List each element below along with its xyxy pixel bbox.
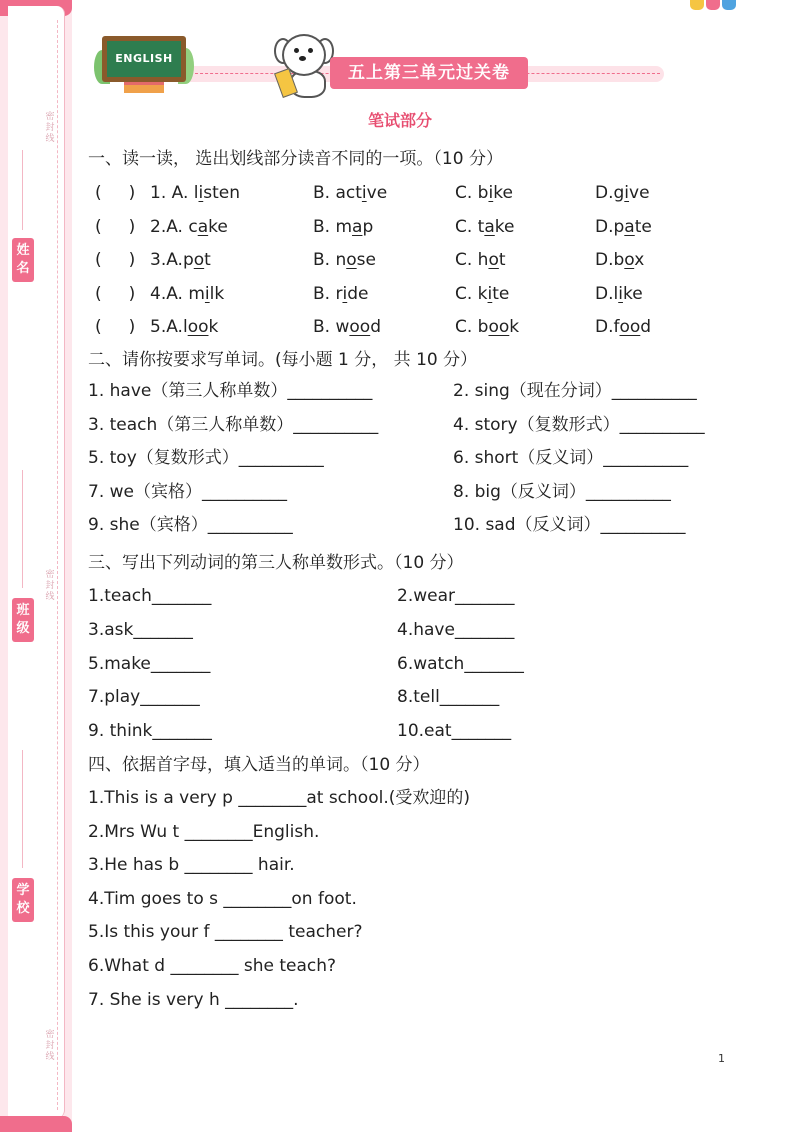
option-underlined-letters: a (197, 216, 209, 237)
option-text-suffix: ke (622, 283, 643, 304)
option-text-prefix: B. m (313, 216, 353, 237)
option-c (455, 249, 506, 271)
seal-text: 密封线 (45, 112, 55, 144)
option-d (595, 249, 644, 271)
option-text-suffix: k (208, 317, 219, 337)
option-c (455, 216, 514, 238)
option-a (150, 316, 218, 338)
chalkboard-illustration (94, 30, 194, 90)
option-text-prefix: D.p (595, 216, 625, 237)
part4-item: 1.This is a very p ________at school.(受欢迎的) (88, 788, 470, 808)
option-text-suffix: se (356, 250, 376, 270)
option-underlined-letters: i (618, 283, 623, 304)
part2-item: 2. sing（现在分词）__________ (453, 381, 697, 401)
option-underlined-letters: i (487, 283, 493, 304)
option-underlined-letters: i (624, 183, 630, 203)
option-underlined-letters: oo (619, 317, 641, 337)
option-a (150, 182, 240, 204)
part4-item: 6.What d ________ she teach? (88, 956, 337, 976)
option-text-suffix: te (634, 216, 652, 237)
part4-item: 5.Is this your f ________ teacher? (88, 922, 363, 943)
option-text-prefix: 4.A. m (150, 283, 205, 304)
option-underlined-letters: o (488, 250, 499, 270)
option-underlined-letters: i (204, 283, 210, 304)
books-icon (124, 82, 164, 93)
option-text-prefix: C. b (455, 183, 489, 203)
option-text-prefix: C. k (455, 283, 488, 304)
option-underlined-letters: o (346, 250, 357, 270)
option-underlined-letters: oo (488, 317, 510, 337)
option-text-suffix: ve (366, 183, 388, 203)
option-underlined-letters: i (361, 183, 367, 203)
part3-item: 6.watch_______ (397, 653, 524, 674)
part4-item: 7. She is very h ________. (88, 989, 299, 1010)
option-text-suffix: t (498, 250, 506, 270)
option-text-prefix: 1. A. l (150, 183, 199, 203)
dog-mascot-icon (270, 30, 332, 96)
option-underlined-letters: oo (349, 317, 371, 337)
option-text-suffix: k (509, 317, 520, 337)
option-c (455, 182, 513, 204)
option-underlined-letters: i (342, 283, 348, 304)
option-text-suffix: ke (208, 216, 228, 237)
option-b (313, 216, 373, 238)
option-underlined-letters: o (193, 250, 205, 270)
page-number: 1 (718, 1052, 725, 1065)
part2-item: 6. short（反义词）__________ (453, 448, 689, 468)
part4-item: 4.Tim goes to s ________on foot. (88, 888, 357, 909)
answer-bracket: ( ) (95, 317, 136, 337)
option-b (313, 283, 368, 305)
option-text-suffix: ke (493, 183, 513, 203)
seal-text: 密封线 (45, 570, 55, 602)
part4-item: 2.Mrs Wu t ________English. (88, 821, 320, 842)
option-text-prefix: 2.A. c (150, 216, 198, 237)
part3-item: 10.eat_______ (397, 721, 512, 742)
part3-item: 2.wear_______ (397, 586, 515, 606)
school-write-line (22, 750, 23, 868)
left-margin-strip (0, 0, 72, 1132)
option-underlined-letters: i (198, 183, 204, 203)
option-text-suffix: lk (209, 283, 225, 304)
option-underlined-letters: a (352, 216, 363, 237)
label-name: 姓名 (12, 238, 34, 282)
part2-item: 3. teach（第三人称单数）__________ (88, 414, 379, 435)
option-text-prefix: D.l (595, 283, 619, 304)
option-text-suffix: d (640, 317, 652, 337)
option-text-prefix: B. r (313, 283, 343, 304)
option-a (150, 216, 228, 238)
answer-bracket: ( ) (95, 250, 136, 270)
option-text-suffix: te (492, 283, 510, 304)
option-text-prefix: C. t (455, 216, 485, 237)
option-text-suffix: ve (629, 183, 650, 203)
option-underlined-letters: i (488, 183, 494, 203)
part1-title: 一、读一读， 选出划线部分读音不同的一项。（10 分） (88, 149, 503, 169)
option-text-prefix: C. b (455, 317, 489, 337)
option-underlined-letters: o (624, 250, 635, 270)
part4-item: 3.He has b ________ hair. (88, 855, 295, 876)
answer-bracket: ( ) (95, 216, 136, 237)
part2-item: 8. big（反义词）__________ (453, 481, 671, 502)
option-underlined-letters: oo (187, 317, 209, 337)
part2-title: 二、请你按要求写单词。(每小题 1 分， 共 10 分） (88, 350, 478, 370)
part2-item: 1. have（第三人称单数）__________ (88, 381, 373, 401)
board-text: ENGLISH (107, 41, 181, 77)
option-text-suffix: d (370, 317, 381, 337)
option-text-suffix: sten (203, 183, 240, 203)
part3-item: 5.make_______ (88, 653, 211, 674)
option-text-prefix: D.b (595, 250, 625, 270)
option-d (595, 182, 650, 204)
brand-logo (690, 0, 750, 12)
option-text-suffix: de (347, 283, 369, 304)
option-text-prefix: B. w (313, 317, 350, 337)
option-text-suffix: x (634, 250, 645, 270)
label-class: 班级 (12, 598, 34, 642)
option-c (455, 283, 509, 305)
option-c (455, 316, 519, 338)
part2-item: 4. story（复数形式）__________ (453, 414, 705, 435)
answer-bracket: ( ) (95, 183, 136, 203)
seal-dashed-line (57, 20, 58, 1110)
option-b (313, 182, 387, 204)
part3-item: 8.tell_______ (397, 687, 500, 708)
part2-item: 5. toy（复数形式）__________ (88, 448, 324, 468)
option-b (313, 249, 376, 271)
answer-bracket: ( ) (95, 283, 136, 304)
part2-item: 7. we（宾格）__________ (88, 481, 287, 502)
option-text-prefix: C. h (455, 250, 489, 270)
option-text-suffix: p (362, 216, 374, 237)
option-d (595, 283, 643, 305)
part3-item: 9. think_______ (88, 721, 212, 742)
option-text-suffix: ke (494, 216, 515, 237)
name-write-line (22, 150, 23, 230)
seal-text: 密封线 (45, 1030, 55, 1062)
option-d (595, 216, 652, 238)
section-title: 笔试部分 (367, 111, 432, 130)
part2-item: 10. sad（反义词）__________ (453, 515, 686, 535)
class-write-line (22, 470, 23, 588)
option-text-prefix: 3.A.p (150, 250, 194, 270)
strip-bottom-tab (0, 1116, 72, 1132)
part2-item: 9. she（宾格）__________ (88, 515, 293, 535)
option-a (150, 283, 224, 305)
option-underlined-letters: a (624, 216, 635, 237)
option-underlined-letters: a (484, 216, 495, 237)
part3-item: 1.teach_______ (88, 586, 212, 606)
part4-title: 四、依据首字母，填入适当的单词。（10 分） (88, 755, 430, 775)
option-text-prefix: D.g (595, 183, 625, 203)
part3-item: 4.have_______ (397, 619, 515, 640)
option-b (313, 316, 381, 338)
part3-item: 7.play_______ (88, 687, 200, 708)
option-text-prefix: B. act (313, 183, 362, 203)
option-text-suffix: t (204, 250, 211, 270)
option-text-prefix: 5.A.l (150, 317, 188, 337)
option-text-prefix: B. n (313, 250, 347, 270)
option-text-prefix: D.f (595, 317, 620, 337)
option-a (150, 249, 211, 271)
part3-title: 三、写出下列动词的第三人称单数形式。（10 分） (88, 553, 464, 573)
exam-title: 五上第三单元过关卷 (330, 57, 528, 89)
option-d (595, 316, 651, 338)
part3-item: 3.ask_______ (88, 619, 193, 640)
label-school: 学校 (12, 878, 34, 922)
